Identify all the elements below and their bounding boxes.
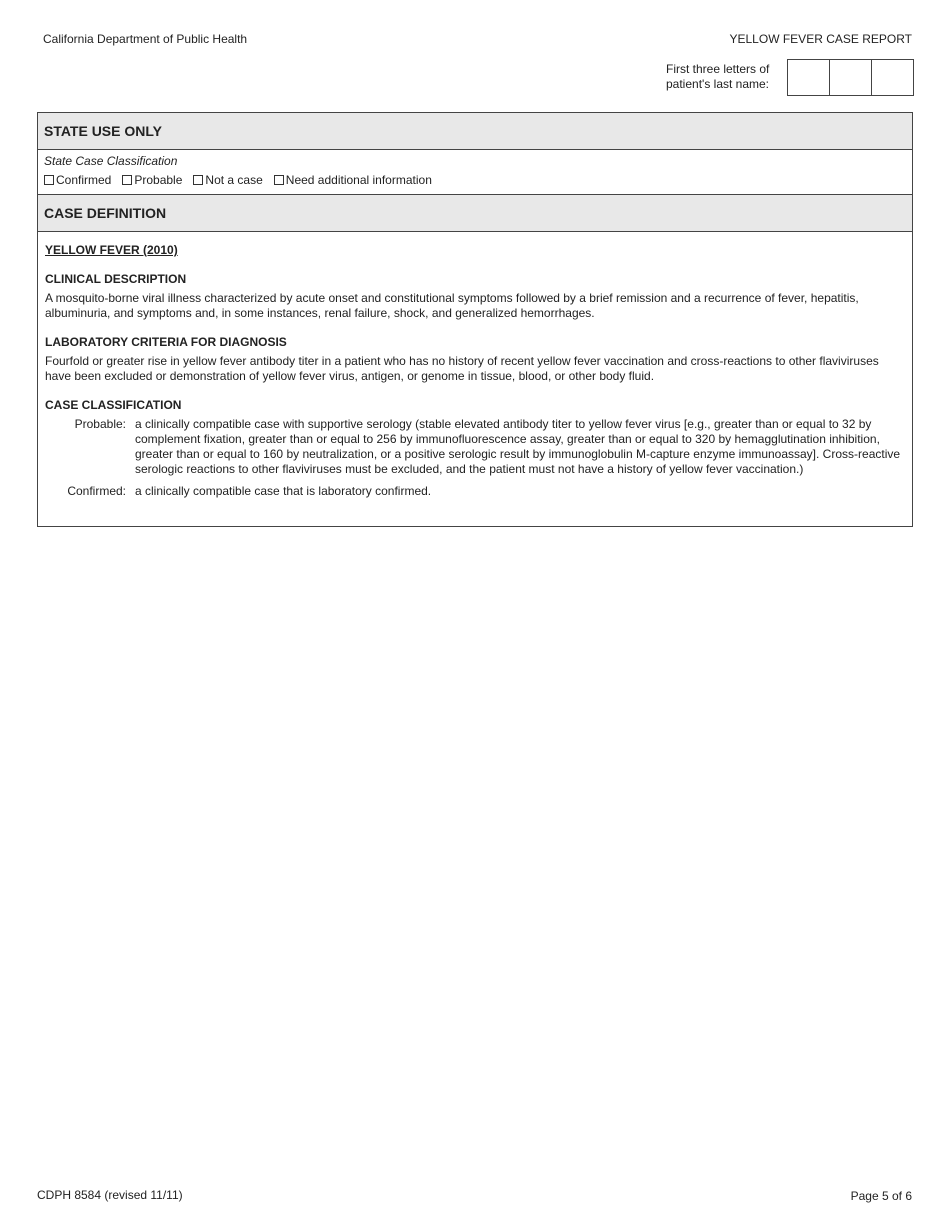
report-title: YELLOW FEVER CASE REPORT (729, 32, 912, 46)
option-probable[interactable]: Probable (122, 173, 182, 188)
initial-box-1[interactable] (788, 60, 829, 95)
classification-caption: State Case Classification (44, 154, 178, 168)
state-case-classification (38, 150, 912, 195)
clinical-text: A mosquito-borne viral illness characterized by acute onset and constitutional symptoms followed by a brief remission and a recurrence of fever, hepatitis, albuminuria, and symptoms and, in some instances, renal failure, shock, and generalized hemorrhages. (45, 291, 859, 320)
initials-label-line2: patient's last name: (666, 77, 770, 91)
lab-text: Fourfold or greater rise in yellow fever antibody titer in a patient who has no history of recent yellow fever vaccination and cross-reactions to other flaviviruses have been excluded or demonstration of yellow fever virus, antigen, or genome in tissue, blood, or other body fluid. (45, 354, 879, 383)
clinical-heading: CLINICAL DESCRIPTION (45, 272, 187, 286)
checkbox-icon[interactable] (193, 175, 203, 185)
option-need-info[interactable]: Need additional information (274, 173, 432, 188)
form-id: CDPH 8584 (revised 11/11) (37, 1188, 183, 1202)
classification-options (44, 173, 906, 188)
confirmed-label: Confirmed: (67, 484, 126, 498)
option-not-a-case[interactable]: Not a case (193, 173, 262, 188)
lab-heading: LABORATORY CRITERIA FOR DIAGNOSIS (45, 335, 287, 349)
confirmed-text: a clinically compatible case that is laboratory confirmed. (135, 484, 432, 498)
classification-heading: CASE CLASSIFICATION (45, 398, 182, 412)
probable-text: a clinically compatible case with supportive serology (stable elevated antibody titer to yellow fever virus [e.g., greater than or equal to 32 by complement fixation, greater than or equal to 256 by immunofluorescence assay, greater than or equal to 320 by hemagglutination inhibition, greater than or equal to 160 by neutralization, or a positive serologic result by immunoglobulin M-capture enzyme immunoassay]. Cross-reactive serologic reactions to other flaviviruses must be excluded, and the patient must not have a history of yellow fever vaccination.) (135, 417, 901, 476)
probable-label: Probable: (74, 417, 126, 431)
initials-boxes (787, 59, 914, 96)
agency-name: California Department of Public Health (43, 32, 248, 46)
checkbox-icon[interactable] (44, 175, 54, 185)
probable-row (45, 417, 905, 477)
case-definition-heading: CASE DEFINITION (38, 195, 912, 232)
case-definition-body (38, 232, 912, 526)
option-confirmed[interactable]: Confirmed (44, 173, 111, 188)
checkbox-icon[interactable] (122, 175, 132, 185)
initial-box-3[interactable] (871, 60, 913, 95)
form-frame (37, 112, 913, 527)
page-number: Page 5 of 6 (850, 1189, 912, 1203)
initials-label-line1: First three letters of (666, 62, 770, 76)
definition-title: YELLOW FEVER (2010) (45, 243, 178, 257)
confirmed-row (45, 484, 905, 499)
initial-box-2[interactable] (829, 60, 871, 95)
initials-label (666, 62, 769, 92)
checkbox-icon[interactable] (274, 175, 284, 185)
state-use-heading: STATE USE ONLY (38, 113, 912, 150)
